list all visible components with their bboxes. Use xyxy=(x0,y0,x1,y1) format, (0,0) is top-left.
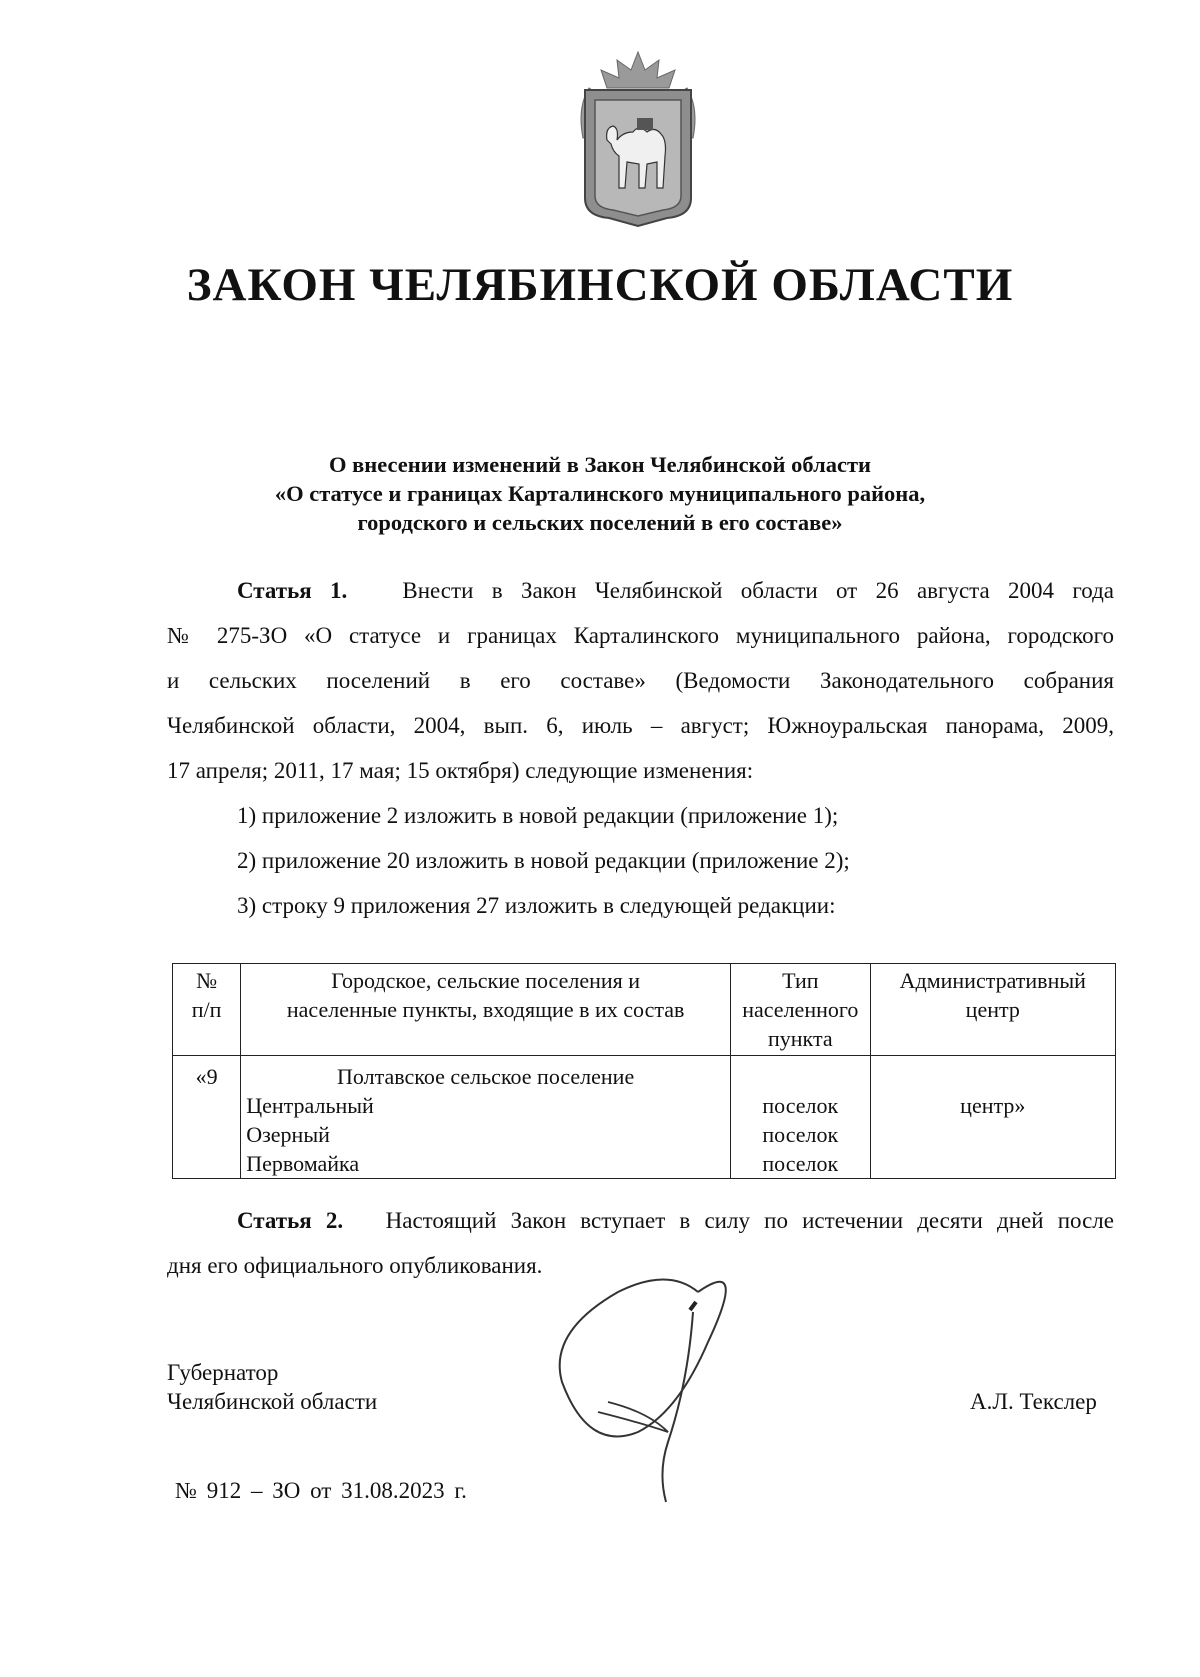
list-item: 1) приложение 2 изложить в новой редакции (приложение 1); xyxy=(237,803,839,828)
article-1 xyxy=(167,568,1114,928)
article-1-line: Челябинской области, 2004, вып. 6, июль – август; Южноуральская панорама, 2009, xyxy=(167,713,1114,738)
header-type: Тип населенного пункта xyxy=(731,964,871,1056)
header-num: № п/п xyxy=(173,964,241,1056)
amendment-table xyxy=(172,963,1116,1179)
row-num: «9 xyxy=(173,1056,241,1179)
handwritten-signature-icon xyxy=(548,1262,748,1512)
place-name: Первомайка xyxy=(246,1151,360,1176)
subject-line: «О статусе и границах Карталинского муниципального района, xyxy=(274,481,926,506)
header-name: Городское, сельские поселения и населенные пункты, входящие в их состав xyxy=(241,964,731,1056)
row-center: центр» xyxy=(870,1056,1115,1179)
table-row xyxy=(173,1056,1116,1179)
signatory-name: А.Л. Текслер xyxy=(970,1389,1097,1414)
row-settlements xyxy=(241,1056,731,1179)
position-line: Челябинской области xyxy=(167,1389,378,1414)
settlement-name: Полтавское сельское поселение xyxy=(337,1064,635,1089)
law-subject xyxy=(150,450,1050,537)
coat-of-arms-icon xyxy=(567,48,709,233)
article-1-items xyxy=(167,793,1114,928)
subject-line: городского и сельских поселений в его составе» xyxy=(357,510,843,535)
place-name: Озерный xyxy=(246,1122,330,1147)
header-center: Административный центр xyxy=(870,964,1115,1056)
law-title: ЗАКОН ЧЕЛЯБИНСКОЙ ОБЛАСТИ xyxy=(186,259,1014,311)
article-2-label: Статья 2. xyxy=(237,1208,344,1233)
article-1-label: Статья 1. xyxy=(237,578,348,603)
registration-number: № 912 – ЗО от 31.08.2023 г. xyxy=(175,1478,467,1503)
article-2-line: Статья 2. Настоящий Закон вступает в силу по истечении десяти дней после xyxy=(237,1208,1114,1233)
list-item: 2) приложение 20 изложить в новой редакции (приложение 2); xyxy=(237,848,850,873)
position-line: Губернатор xyxy=(167,1360,279,1385)
article-2-line: дня его официального опубликования. xyxy=(167,1253,543,1278)
article-1-line: и сельских поселений в его составе» (Ведомости Законодательного собрания xyxy=(167,668,1114,693)
row-types xyxy=(731,1056,871,1179)
signatory-position xyxy=(167,1358,377,1416)
place-type: поселок xyxy=(762,1151,839,1176)
article-1-line: № 275-ЗО «О статусе и границах Карталинского муниципального района, городского xyxy=(167,623,1114,648)
article-1-line: Статья 1. Внести в Закон Челябинской области от 26 августа 2004 года xyxy=(237,578,1115,603)
article-1-line: 17 апреля; 2011, 17 мая; 15 октября) следующие изменения: xyxy=(167,758,754,783)
table-header-row xyxy=(173,964,1116,1056)
subject-line: О внесении изменений в Закон Челябинской области xyxy=(329,452,871,477)
list-item: 3) строку 9 приложения 27 изложить в следующей редакции: xyxy=(237,893,836,918)
place-name: Центральный xyxy=(246,1093,374,1118)
place-type: поселок xyxy=(762,1093,839,1118)
place-type: поселок xyxy=(762,1122,839,1147)
